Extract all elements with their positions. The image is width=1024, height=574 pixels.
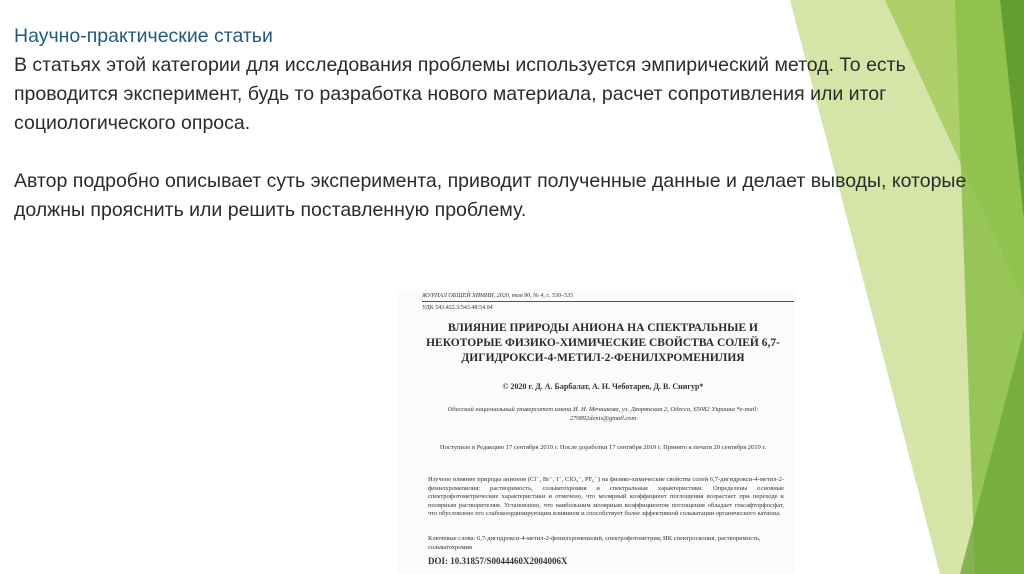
article-keywords: Ключевые слова: 6,7-дигидрокси-4-метил-2-фенилхромenилий, спектрофотометрия, ИК спектроскопия, растворимость, сольватохромия — [428, 535, 761, 551]
article-affiliation: Одесский национальный университет имени И. И. Мечникова, ул. Дворянская 2, Одесса, 65082 Украина *e-mail: 270892denis@gmail.com — [447, 406, 759, 422]
slide-subtitle: Научно-практические статьи — [14, 25, 273, 47]
article-abstract: Изучено влияние природы анионов (Cl⁻, Br⁻, I⁻, ClO₄⁻, PF₆⁻) на физико-химические свойства солей 6,7-дигидрокси-4-метил-2-фенилхромenилия: растворимость, сольватохромия и спектральные характеристики. Определены основные спектрофотометрические характеристики и отмечено, что молярный коэффициент поглощения возрастает при переходе к полярным растворителям. Установлено, что наибольшим молярным коэффициентом поглощения обладает гексафторфосфат, что обусловлено его слабокоординирующим влиянием и способствует более эффективной сольватации органического катиона. — [428, 476, 784, 518]
paragraph-method: В статьях этой категории для исследования проблемы используется эмпирический метод. То есть проводится эксперимент, будь то разработка нового материала, расчет сопротивления или итог социологического опроса. — [14, 54, 906, 134]
article-journal: ЖУРНАЛ ОБЩЕЙ ХИМИИ, 2020, том 90, № 4, с. 530–535 — [422, 293, 573, 299]
article-rule — [422, 301, 794, 302]
article-dates: Поступило в Редакцию 17 сентября 2019 г. После доработки 17 сентября 2019 г. Принято к печати 20 сентября 2019 г. — [439, 444, 767, 451]
slide-text — [14, 22, 1014, 225]
article-image — [398, 290, 794, 574]
paragraph-author: Автор подробно описывает суть эксперимента, приводит полученные данные и делает выводы, которые должны прояснить или решить поставленную проблему. — [14, 170, 967, 221]
article-title: ВЛИЯНИЕ ПРИРОДЫ АНИОНА НА СПЕКТРАЛЬНЫЕ И НЕКОТОРЫЕ ФИЗИКО-ХИМИЧЕСКИЕ СВОЙСТВА СОЛЕЙ 6,7-ДИГИДРОКСИ-4-МЕТИЛ-2-ФЕНИЛХРОМЕНИЛИЯ — [426, 322, 780, 364]
article-authors: © 2020 г. Д. А. Барбалат, А. Н. Чеботарев, Д. В. Снигур* — [502, 382, 704, 391]
article-udk: УДК 543.422.3:543.48:54.04 — [422, 305, 493, 311]
article-doi: DOI: 10.31857/S0044460X2004006X — [428, 556, 568, 566]
